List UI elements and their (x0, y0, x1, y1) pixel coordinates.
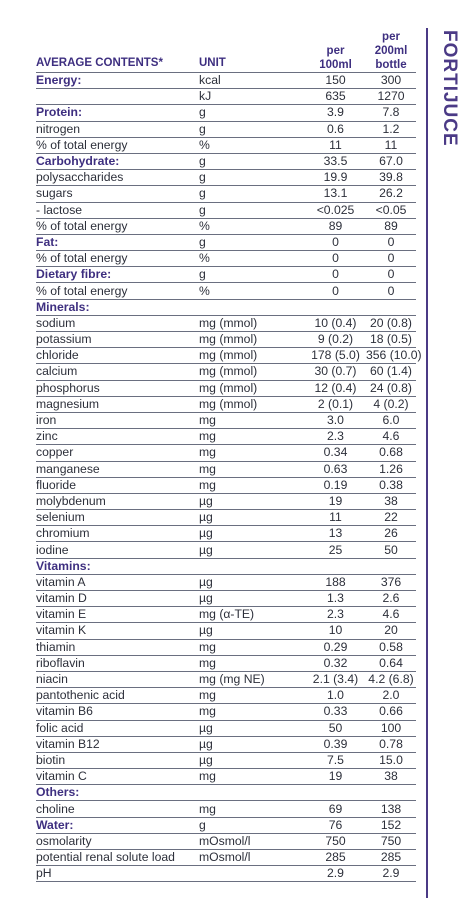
nutrient-name-cell: Energy: (36, 73, 199, 89)
table-row (36, 785, 416, 801)
nutrient-name-cell: nitrogen (36, 121, 199, 137)
table-row (36, 752, 416, 768)
nutrient-name-cell: sugars (36, 186, 199, 202)
table-row (36, 574, 416, 590)
header-per-100ml (305, 30, 366, 73)
per-100ml-value-cell: 635 (305, 89, 366, 105)
table-row (36, 170, 416, 186)
header-average-contents: AVERAGE CONTENTS* (36, 30, 199, 73)
per-100ml-value-cell: 0.19 (305, 477, 366, 493)
per-100ml-value-cell: 750 (305, 833, 366, 849)
unit-cell: mg (199, 704, 305, 720)
per-100ml-value-cell: 11 (305, 137, 366, 153)
table-row (36, 526, 416, 542)
per-200ml-value-cell: 38 (366, 769, 416, 785)
unit-cell: µg (199, 526, 305, 542)
per-200ml-value-cell: 0 (366, 251, 416, 267)
table-row (36, 299, 416, 315)
per-100ml-value-cell: 7.5 (305, 752, 366, 768)
nutrient-name-cell: selenium (36, 510, 199, 526)
unit-cell: mg (α-TE) (199, 607, 305, 623)
table-row (36, 73, 416, 89)
unit-cell (199, 866, 305, 882)
nutrient-name-cell: folic acid (36, 720, 199, 736)
unit-cell: % (199, 137, 305, 153)
per-200ml-value-cell: 0.66 (366, 704, 416, 720)
header-per-100ml-line2: 100ml (319, 59, 352, 71)
per-200ml-value-cell: 100 (366, 720, 416, 736)
nutrient-name-cell: molybdenum (36, 493, 199, 509)
unit-cell: g (199, 153, 305, 169)
per-200ml-value-cell: 0.38 (366, 477, 416, 493)
nutrient-name-cell: vitamin E (36, 607, 199, 623)
table-row (36, 364, 416, 380)
unit-cell: kcal (199, 73, 305, 89)
table-row (36, 736, 416, 752)
per-100ml-value-cell: 2.3 (305, 429, 366, 445)
per-100ml-value-cell: <0.025 (305, 202, 366, 218)
header-per-200ml-bottle (366, 30, 416, 73)
table-row (36, 89, 416, 105)
nutrient-name-cell: phosphorus (36, 380, 199, 396)
nutrient-name-cell: niacin (36, 671, 199, 687)
per-100ml-value-cell: 0.32 (305, 655, 366, 671)
unit-cell: µg (199, 591, 305, 607)
table-row (36, 412, 416, 428)
unit-cell: g (199, 202, 305, 218)
per-200ml-value-cell (366, 785, 416, 801)
per-200ml-value-cell: 6.0 (366, 412, 416, 428)
brand-title: FORTIJUCE (439, 30, 460, 147)
per-100ml-value-cell: 2.1 (3.4) (305, 671, 366, 687)
table-row (36, 591, 416, 607)
per-200ml-value-cell: 4.2 (6.8) (366, 671, 416, 687)
nutrient-name-cell: vitamin B12 (36, 736, 199, 752)
nutrient-name-cell: Carbohydrate: (36, 153, 199, 169)
nutrient-name-cell: pH (36, 866, 199, 882)
unit-cell: mg (199, 429, 305, 445)
per-200ml-value-cell: 2.9 (366, 866, 416, 882)
per-100ml-value-cell: 76 (305, 817, 366, 833)
unit-cell: µg (199, 542, 305, 558)
table-row (36, 202, 416, 218)
per-100ml-value-cell (305, 299, 366, 315)
nutrient-name-cell: Minerals: (36, 299, 199, 315)
table-row (36, 396, 416, 412)
per-100ml-value-cell: 13 (305, 526, 366, 542)
per-100ml-value-cell: 0 (305, 234, 366, 250)
per-100ml-value-cell: 1.0 (305, 688, 366, 704)
table-row (36, 348, 416, 364)
nutrient-name-cell: vitamin B6 (36, 704, 199, 720)
per-200ml-value-cell: 1270 (366, 89, 416, 105)
per-200ml-value-cell: 152 (366, 817, 416, 833)
table-row (36, 267, 416, 283)
per-200ml-value-cell: 22 (366, 510, 416, 526)
per-100ml-value-cell: 12 (0.4) (305, 380, 366, 396)
table-row (36, 542, 416, 558)
nutrient-name-cell: choline (36, 801, 199, 817)
per-100ml-value-cell: 19 (305, 769, 366, 785)
per-100ml-value-cell: 30 (0.7) (305, 364, 366, 380)
per-200ml-value-cell: 20 (0.8) (366, 315, 416, 331)
per-200ml-value-cell: 750 (366, 833, 416, 849)
per-200ml-value-cell: 356 (10.0) (366, 348, 422, 363)
unit-cell: mg (199, 655, 305, 671)
per-200ml-value-cell: 0.64 (366, 655, 416, 671)
nutrient-name-cell: Water: (36, 817, 199, 833)
unit-cell: µg (199, 510, 305, 526)
nutrient-name-cell: sodium (36, 315, 199, 331)
per-100ml-value-cell: 13.1 (305, 186, 366, 202)
unit-cell: mg (mmol) (199, 396, 305, 412)
header-per-200ml-line1: per 200ml (374, 31, 408, 57)
table-row (36, 315, 416, 331)
header-per-200ml-line2: bottle (375, 59, 407, 71)
per-200ml-value-cell: 2.0 (366, 688, 416, 704)
unit-cell (199, 299, 305, 315)
per-200ml-value-cell: 60 (1.4) (366, 364, 416, 380)
table-row (36, 283, 416, 299)
per-100ml-value-cell: 25 (305, 542, 366, 558)
unit-cell: g (199, 170, 305, 186)
nutrient-name-cell: chromium (36, 526, 199, 542)
per-100ml-value-cell: 178 (5.0) (305, 348, 366, 364)
unit-cell: mg (mg NE) (199, 671, 305, 687)
table-row (36, 121, 416, 137)
per-200ml-value-cell: 138 (366, 801, 416, 817)
unit-cell: mOsmol/l (199, 833, 305, 849)
unit-cell: µg (199, 574, 305, 590)
per-100ml-value-cell: 0.29 (305, 639, 366, 655)
nutrient-name-cell: pantothenic acid (36, 688, 199, 704)
unit-cell: g (199, 817, 305, 833)
nutrient-name-cell: % of total energy (36, 137, 199, 153)
per-200ml-value-cell: 4 (0.2) (366, 396, 416, 412)
nutrient-name-cell: % of total energy (36, 251, 199, 267)
per-200ml-value-cell: 11 (366, 137, 416, 153)
unit-cell: mg (199, 412, 305, 428)
per-100ml-value-cell: 50 (305, 720, 366, 736)
nutrient-name-cell: vitamin C (36, 769, 199, 785)
unit-cell: mg (199, 639, 305, 655)
nutrient-name-cell: manganese (36, 461, 199, 477)
per-100ml-value-cell: 0 (305, 283, 366, 299)
per-200ml-value-cell: 376 (366, 574, 416, 590)
nutrient-name-cell: iron (36, 412, 199, 428)
table-row (36, 218, 416, 234)
header-unit: UNIT (199, 30, 305, 73)
nutrient-name-cell: potential renal solute load (36, 850, 199, 866)
per-100ml-value-cell: 2 (0.1) (305, 396, 366, 412)
per-200ml-value-cell: 26.2 (366, 186, 416, 202)
nutrition-table (36, 30, 422, 882)
per-200ml-value-cell (366, 299, 416, 315)
unit-cell: µg (199, 752, 305, 768)
table-row (36, 704, 416, 720)
unit-cell: mg (mmol) (199, 332, 305, 348)
per-100ml-value-cell: 0.63 (305, 461, 366, 477)
per-200ml-value-cell: 285 (366, 850, 416, 866)
brand-divider-line (426, 28, 428, 898)
unit-cell: g (199, 121, 305, 137)
unit-cell: g (199, 234, 305, 250)
table-row (36, 332, 416, 348)
table-row (36, 850, 416, 866)
per-100ml-value-cell: 2.3 (305, 607, 366, 623)
nutrient-name-cell (36, 89, 199, 105)
table-row (36, 769, 416, 785)
unit-cell: % (199, 218, 305, 234)
per-100ml-value-cell: 19 (305, 493, 366, 509)
nutrient-name-cell: magnesium (36, 396, 199, 412)
table-row (36, 801, 416, 817)
table-row (36, 655, 416, 671)
table-row (36, 671, 416, 687)
table-row (36, 688, 416, 704)
nutrient-name-cell: osmolarity (36, 833, 199, 849)
nutrient-name-cell: thiamin (36, 639, 199, 655)
unit-cell: mg (199, 461, 305, 477)
nutrient-name-cell: iodine (36, 542, 199, 558)
nutrient-name-cell: riboflavin (36, 655, 199, 671)
per-100ml-value-cell: 69 (305, 801, 366, 817)
nutrient-name-cell: polysaccharides (36, 170, 199, 186)
table-row (36, 817, 416, 833)
unit-cell: mg (mmol) (199, 348, 305, 364)
per-200ml-value-cell: 50 (366, 542, 416, 558)
per-200ml-value-cell: 67.0 (366, 153, 416, 169)
table-row (36, 623, 416, 639)
unit-cell: mg (mmol) (199, 315, 305, 331)
unit-cell: mg (199, 801, 305, 817)
unit-cell: mg (mmol) (199, 364, 305, 380)
per-200ml-value-cell: 0 (366, 234, 416, 250)
per-100ml-value-cell: 0.33 (305, 704, 366, 720)
nutrient-name-cell: % of total energy (36, 283, 199, 299)
per-100ml-value-cell: 11 (305, 510, 366, 526)
table-row (36, 558, 416, 574)
per-100ml-value-cell: 0.6 (305, 121, 366, 137)
per-100ml-value-cell: 188 (305, 574, 366, 590)
per-100ml-value-cell: 33.5 (305, 153, 366, 169)
nutrient-name-cell: biotin (36, 752, 199, 768)
nutrient-name-cell: calcium (36, 364, 199, 380)
per-200ml-value-cell: 39.8 (366, 170, 416, 186)
table-row (36, 461, 416, 477)
table-row (36, 607, 416, 623)
per-100ml-value-cell: 19.9 (305, 170, 366, 186)
per-200ml-value-cell: 20 (366, 623, 416, 639)
table-row (36, 153, 416, 169)
table-header-row (36, 30, 416, 73)
per-200ml-value-cell (366, 558, 416, 574)
nutrition-rows (36, 73, 422, 882)
table-row (36, 477, 416, 493)
per-100ml-value-cell: 10 (0.4) (305, 315, 366, 331)
table-row (36, 186, 416, 202)
table-row (36, 866, 416, 882)
table-row (36, 833, 416, 849)
per-200ml-value-cell: 4.6 (366, 429, 416, 445)
per-200ml-value-cell: 0.58 (366, 639, 416, 655)
per-100ml-value-cell (305, 558, 366, 574)
unit-cell: mg (199, 688, 305, 704)
per-100ml-value-cell: 0.34 (305, 445, 366, 461)
per-100ml-value-cell: 1.3 (305, 591, 366, 607)
per-200ml-value-cell: 1.2 (366, 121, 416, 137)
table-row (36, 380, 416, 396)
table-row (36, 429, 416, 445)
unit-cell: g (199, 186, 305, 202)
nutrient-name-cell: vitamin A (36, 574, 199, 590)
unit-cell: g (199, 267, 305, 283)
per-100ml-value-cell: 89 (305, 218, 366, 234)
per-100ml-value-cell: 9 (0.2) (305, 332, 366, 348)
per-100ml-value-cell: 2.9 (305, 866, 366, 882)
nutrient-name-cell: Fat: (36, 234, 199, 250)
nutrient-name-cell: vitamin K (36, 623, 199, 639)
unit-cell (199, 785, 305, 801)
header-per-100ml-line1: per (326, 45, 345, 57)
per-200ml-value-cell: 26 (366, 526, 416, 542)
table-row (36, 510, 416, 526)
per-200ml-value-cell: 300 (366, 73, 416, 89)
per-100ml-value-cell: 10 (305, 623, 366, 639)
table-row (36, 720, 416, 736)
per-200ml-value-cell: 0 (366, 283, 416, 299)
per-100ml-value-cell: 3.0 (305, 412, 366, 428)
per-200ml-value-cell: 0 (366, 267, 416, 283)
nutrient-name-cell: Dietary fibre: (36, 267, 199, 283)
per-200ml-value-cell: 0.68 (366, 445, 416, 461)
nutrient-name-cell: zinc (36, 429, 199, 445)
per-200ml-value-cell: 7.8 (366, 105, 416, 121)
per-100ml-value-cell: 0.39 (305, 736, 366, 752)
unit-cell: µg (199, 736, 305, 752)
unit-cell: mg (mmol) (199, 380, 305, 396)
per-200ml-value-cell: 4.6 (366, 607, 416, 623)
table-row (36, 105, 416, 121)
per-100ml-value-cell: 150 (305, 73, 366, 89)
nutrient-name-cell: Others: (36, 785, 199, 801)
table-row (36, 493, 416, 509)
per-200ml-value-cell: <0.05 (366, 202, 416, 218)
unit-cell (199, 558, 305, 574)
per-200ml-value-cell: 38 (366, 493, 416, 509)
per-200ml-value-cell: 89 (366, 218, 416, 234)
per-200ml-value-cell: 24 (0.8) (366, 380, 416, 396)
unit-cell: µg (199, 623, 305, 639)
nutrient-name-cell: chloride (36, 348, 199, 364)
per-100ml-value-cell: 285 (305, 850, 366, 866)
nutrient-name-cell: Protein: (36, 105, 199, 121)
table-row (36, 639, 416, 655)
per-200ml-value-cell: 18 (0.5) (366, 332, 416, 348)
unit-cell: mg (199, 477, 305, 493)
per-100ml-value-cell: 0 (305, 251, 366, 267)
unit-cell: µg (199, 720, 305, 736)
nutrient-name-cell: - lactose (36, 202, 199, 218)
per-100ml-value-cell (305, 785, 366, 801)
per-200ml-value-cell: 0.78 (366, 736, 416, 752)
unit-cell: mOsmol/l (199, 850, 305, 866)
per-200ml-value-cell: 15.0 (366, 752, 416, 768)
unit-cell: kJ (199, 89, 305, 105)
nutrient-name-cell: vitamin D (36, 591, 199, 607)
per-100ml-value-cell: 3.9 (305, 105, 366, 121)
nutrient-name-cell: potassium (36, 332, 199, 348)
unit-cell: % (199, 251, 305, 267)
per-200ml-value-cell: 2.6 (366, 591, 416, 607)
unit-cell: g (199, 105, 305, 121)
unit-cell: mg (199, 445, 305, 461)
unit-cell: mg (199, 769, 305, 785)
table-row (36, 445, 416, 461)
unit-cell: % (199, 283, 305, 299)
per-100ml-value-cell: 0 (305, 267, 366, 283)
nutrient-name-cell: Vitamins: (36, 558, 199, 574)
nutrient-name-cell: % of total energy (36, 218, 199, 234)
table-row (36, 234, 416, 250)
table-row (36, 137, 416, 153)
per-200ml-value-cell: 1.26 (366, 461, 416, 477)
nutrient-name-cell: copper (36, 445, 199, 461)
table-row (36, 251, 416, 267)
nutrient-name-cell: fluoride (36, 477, 199, 493)
unit-cell: µg (199, 493, 305, 509)
